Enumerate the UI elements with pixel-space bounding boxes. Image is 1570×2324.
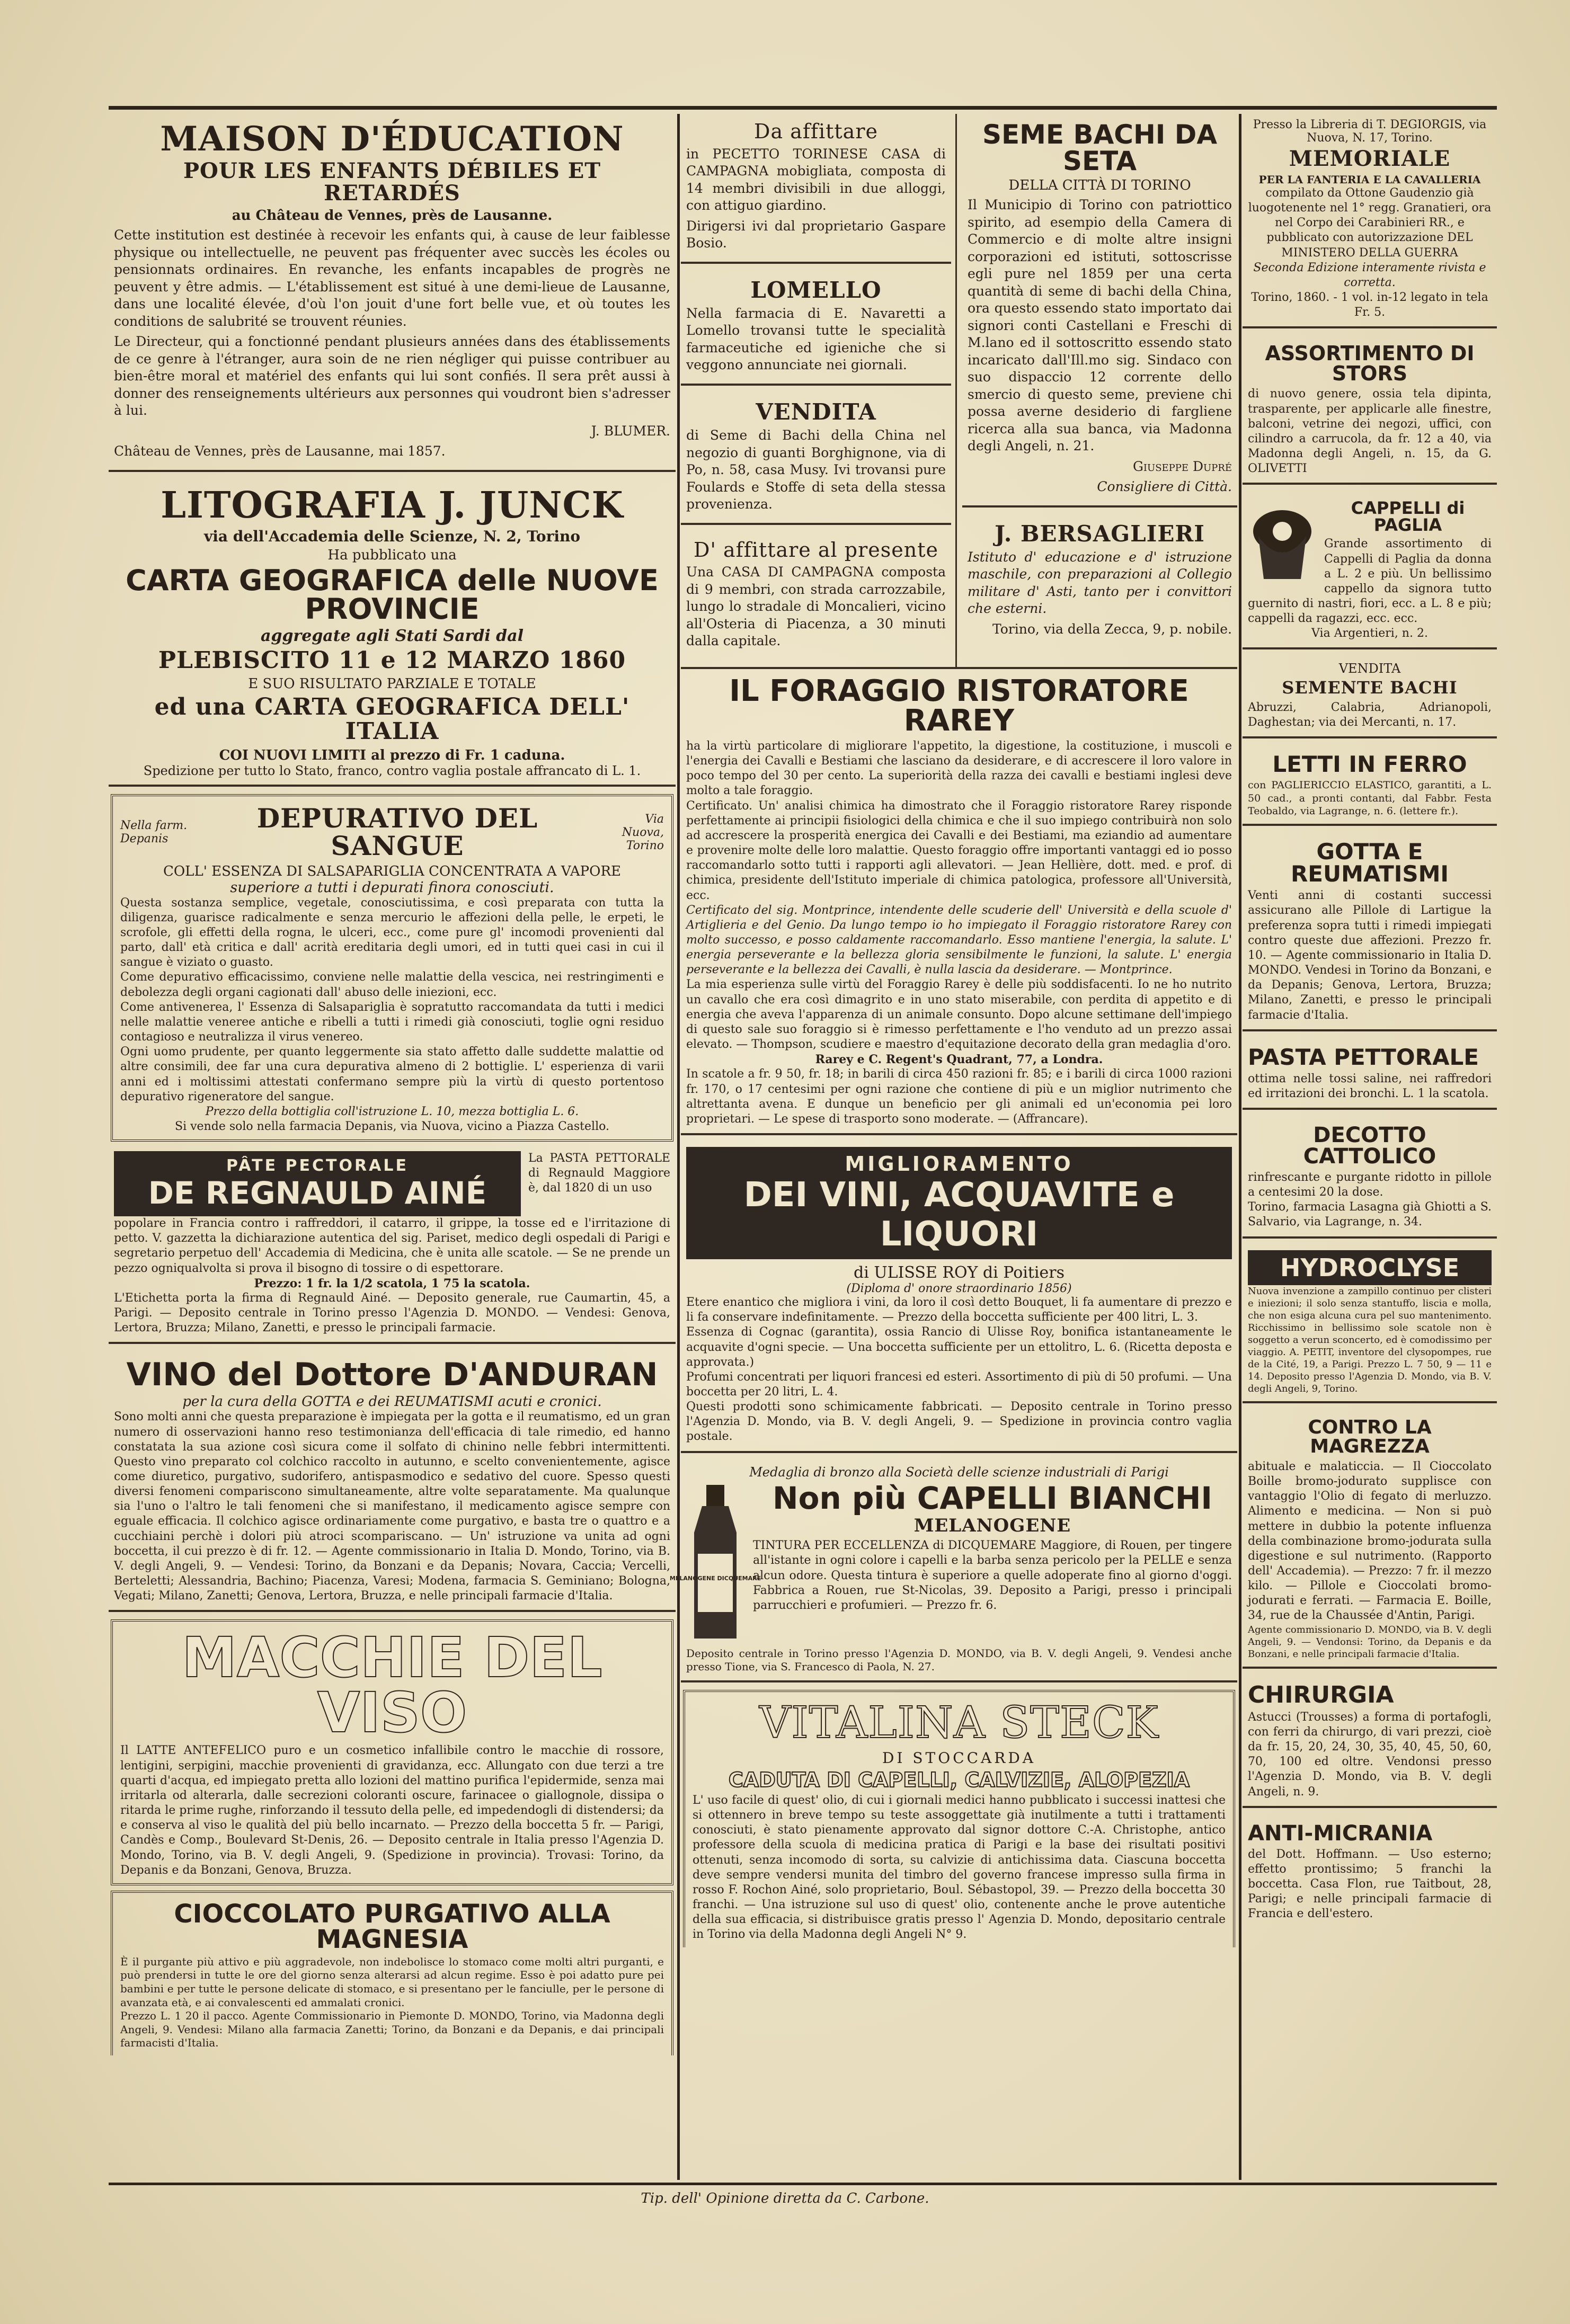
ad-paragraph: Una CASA DI CAMPAGNA composta di 9 membri, con strada carrozzabile, lungo lo stradale di Moncalieri, vicino all'Osteria di Piacenza, a 30 minuti dalla capitale. (686, 564, 946, 649)
ad-paragraph: popolare in Francia contro i raffreddori, il catarro, il grippe, la tosse ed e l'irritazione di petto. V. gazzetta la dichiarazione autentica del sig. Pariset, medico degli ospedali di Parigi e segretario perpetuo dell' Accademia di Medicina, che è unita alle scatole. — Se ne prende un pezzo ogniqualvolta si prova il bisogno di tossire o di espettorare. (114, 1217, 670, 1275)
ad-hydroclyse (1243, 1246, 1497, 1403)
ad-subtitle: per la cura della GOTTA e dei REUMATISMI acuti e cronici. (182, 1394, 602, 1410)
ad-title: LITOGRAFIA J. JUNCK (161, 484, 624, 527)
ad-title: CIOCCOLATO PURGATIVO ALLA MAGNESIA (174, 1899, 610, 1954)
ad-paragraph: TINTURA PER ECCELLENZA di DICQUEMARE Maggiore, di Rouen, per tingere all'istante in ogni colore i capelli e la barba senza pericolo per la PELLE e senza alcun odore. Questa tintura è superiore a quelle adoperate fino al giorno d'oggi. Fabbrica a Rouen, rue St-Nicolas, 39. Deposito a Parigi, presso i principali parrucchieri e profumieri. — Prezzo fr. 6. (753, 1539, 1232, 1612)
ad-paragraph: di Seme di Bachi della China nel negozio di guanti Borghignone, via di Po, n. 58, casa Musy. Ivi trovansi pure Foulards e Stoffe di seta della stessa provenienza. (686, 428, 946, 512)
ad-chirurgia (1243, 1676, 1497, 1808)
ad-paragraph: Istituto d' educazione e d' istruzione maschile, con preparazioni al Collegio militare d' Asti, tanto per i convittori che esterni. (968, 549, 1232, 617)
ad-author: di ULISSE ROY di Poitiers (853, 1263, 1065, 1283)
ad-signature: J. BLUMER. (591, 423, 670, 439)
ad-text: superiore a tutti i depurati finora conosciuti. (230, 879, 554, 896)
ad-title: J. BERSAGLIERI (995, 520, 1205, 547)
ad-text: (Diploma d' onore straordinario 1856) (846, 1282, 1072, 1296)
ad-paragraph: Cette institution est destinée à recevoir les enfants qui, à cause de leur faiblesse physique ou intellectuelle, ne peuvent pas fréquenter avec succès les écoles ou pensionnats ordinaires. En revanche, les enfants incapables de progrès ne peuvent y être admis. — L'établissement est situé à une demi-lieue de Lausanne, dans une localité élevée, d'où l'on jouit d'une fort belle vue, et où toutes les conditions de salubrité se trouvent réunies. (114, 227, 670, 329)
ad-text: aggregate agli Stati Sardi dal (261, 627, 524, 646)
ad-anti-micrania (1243, 1815, 1497, 1928)
bottom-rule (109, 2183, 1497, 2185)
ad-pasta-pettorale (1243, 1039, 1497, 1110)
ad-title: IL FORAGGIO RISTORATORE RAREY (729, 673, 1189, 738)
column-right (1243, 114, 1497, 2181)
ad-headline: PLEBISCITO 11 e 12 MARZO 1860 (158, 647, 626, 674)
ad-subtitle: DI STOCCARDA (882, 1749, 1036, 1767)
ad-vitalina-steck (683, 1690, 1235, 1948)
ad-tag: Nella farm. Depanis (120, 819, 188, 846)
ad-paragraph: È il purgante più attivo e più aggradevole, non indebolisce lo stomaco come molti altri purganti, e può prendersi in tutte le ore del giorno senza alterarsi ad alcun regime. Esso è poi adatto pure pei bambini e per tutte le persone delicate di stomaco, e si presentano per le fanciulle, per le persone di avanzata età, e ai convalescenti ed ammalati cronici. (120, 1955, 664, 2009)
ad-address: Rarey e C. Regent's Quadrant, 77, a Londra. (815, 1053, 1103, 1067)
ad-title: VITALINA STECK (759, 1697, 1159, 1748)
ad-paragraph: Il LATTE ANTEFELICO puro e un cosmetico infallibile contro le macchie di rossore, lentigini, serpigini, macchie provenienti di gravidanza, ecc. Allungato con due terzi a tre quarti d'acqua, ed impiegato pretta allo lozioni del mattino purifica l'epidermide, senza mai irritarla od alterarla, dalle secrezioni coloranti oscure, farinacee o giallognole, dissipa o ritarda le prime rughe, rinforzando il tessuto della pelle, ed impedendogli di distendersi; da e conserva al viso le qualità del più bello incarnato. — Prezzo della boccetta 5 fr. — Parigi, Candès e Comp., Boulevard St-Denis, 26. — Deposito centrale in Italia presso l'Agenzia D. Mondo, Torino, via B. V. degli Angeli, 9. (Spedizione in provincia). Trovasi: Torino, da Depanis e da Bonzani, Genova, Bruzza. (120, 1744, 664, 1877)
ad-role: Consigliere di Città. (1097, 479, 1232, 494)
ad-paragraph: L'Etichetta porta la firma di Regnauld Ainé. — Deposito generale, rue Caumartin, 45, a Parigi. — Deposito centrale in Torino presso l'Agenzia D. MONDO. — Vendesi: Genova, Lertora, Bruzza; Milano, Zanetti, e presso le principali farmacie. (114, 1291, 670, 1335)
ad-title: Da affittare (754, 120, 878, 143)
ad-paragraph: Ogni uomo prudente, per quanto leggermente sia stato affetto dalle suddette malattie od altre consimili, dee far una cura depurativa almeno di 2 bottiglie. L' esperienza di varii anni ed i moltissimi attestati confermano sempre più la virtù di questo portentoso depurativo rigeneratore del sangue. (120, 1045, 664, 1103)
ad-maison-education (109, 114, 676, 472)
hat-icon (1248, 500, 1317, 590)
top-rule (109, 106, 1497, 110)
ad-subtitle: PER LA FANTERIA E LA CAVALLERIA (1258, 173, 1481, 186)
ad-paragraph: La mia esperienza sulle virtù del Foraggio Rarey è delle più soddisfacenti. Io ne ho nutrito un cavallo che era così dimagrito e in uno stato miserabile, con perdita di appetito e di energia che aveva l'apparenza di un animale consunto. Dopo alcune settimane dell'impiego di questo sale suo foraggio si è rimesso perfettamente e l'ho venduto ad un prezzo assai elevato. — Thompson, scudiere e maestro d'equitazione decorato della gran medaglia d'oro. (686, 978, 1232, 1052)
column-left (109, 114, 676, 2181)
ad-stors (1243, 336, 1497, 485)
ad-gotta-reumatismi (1243, 833, 1497, 1031)
ad-title: MACCHIE DEL VISO (182, 1625, 602, 1746)
ad-cioccolato-purgativo (111, 1891, 673, 2055)
ad-cappelli-paglia (1243, 492, 1497, 649)
ad-title: LOMELLO (750, 277, 882, 303)
column-middle (669, 114, 1237, 2181)
ad-paragraph: abituale e malaticcia. — Il Cioccolato Boille bromo-jodurato supplisce con vantaggio l'Olio di fegato di merluzzo. Alimento e medicina. — Non si può mettere in dubbio la potente influenza della combinazione bromo-jodurata sulla digestione e sul nutrimento. (Rapporto dell' Accademia). — Prezzo: 7 fr. il mezzo kilo. — Pillole e Cioccolati bromo-jodurati e ferrati. — Farmacia E. Boille, 34, rue de la Chaussée d'Antin, Parigi. (1248, 1459, 1492, 1623)
ad-paragraph: Grande assortimento di Cappelli di Paglia da donna a L. 2 e più. Un bellissimo cappello da signora tutto guernito di nastri, fiori, ecc. a L. 8 e più; cappelli da ragazzi, ecc. ecc. (1248, 537, 1492, 626)
ad-text: Si vende solo nella farmacia Depanis, via Nuova, vicino a Piazza Castello. (175, 1119, 609, 1133)
ad-vendita-seme-china (681, 393, 951, 525)
ad-depurativo-sangue (111, 794, 673, 1142)
ad-text: Seconda Edizione interamente rivista e corretta. (1253, 261, 1486, 289)
ad-miglioramento-vini (681, 1143, 1237, 1453)
ad-paragraph: Certificato del sig. Montprince, intendente delle scuderie dell' Università e della scuole d' Artiglieria e del Genio. Da lungo tempo io ho impiegato il Foraggio ristoratore Rarey con molto successo, e posso caldamente raccomandarlo. Esso mantiene l'energia, la salute. L' energia perseverante e la bellezza gloria sensibilmente le funzioni, la salute. L' energia perseverante e la bellezza dei Cavalli, è nulla lascia da desiderare. — Montprince. (686, 903, 1232, 977)
ad-paragraph: Etere enantico che migliora i vini, da loro il così detto Bouquet, li fa aumentare di prezzo e li fa conservare indefinitamente. — Prezzo della boccetta sufficiente per 400 litri, L. 3. (686, 1296, 1232, 1324)
ad-dateline: Château de Vennes, près de Lausanne, mai 1857. (114, 443, 446, 459)
printer-imprint: Tip. dell' Opinione diretta da C. Carbone. (641, 2191, 929, 2206)
ad-memoriale (1243, 114, 1497, 328)
bottle-label: MELANOGENE DICQUEMARE (669, 1574, 761, 1582)
ad-title: DEPURATIVO DEL SANGUE (256, 802, 538, 862)
ad-address: Torino, via della Zecca, 9, p. nobile. (992, 621, 1232, 637)
ad-text: Medaglia di bronzo alla Società delle scienze industriali di Parigi (749, 1464, 1169, 1480)
ad-paragraph: Certificato. Un' analisi chimica ha dimostrato che il Foraggio ristoratore Rarey risponde perfettamente ai principii fisiologici della chimica e che il suo impiego contribuirà non solo ad accrescere la prosperità energica dei Cavalli e dei Bestiami, ma eziandio ad aumentare e provenire molte delle loro malattie. Questo foraggio offre importanti vantaggi ed io posso raccomandarlo sotto tutti i rapporti agli allevatori. — Jean Hellière, dott. med. e prof. di chimica, presidente dell'Istituto imperiale di chimica patologica, professore all'Università, ecc. (686, 799, 1232, 902)
ad-paragraph: rinfrescante e purgante ridotto in pillole a centesimi 20 la dose. (1248, 1171, 1492, 1199)
ad-title: MEMORIALE (1289, 146, 1451, 171)
ad-pate-regnauld (109, 1147, 676, 1344)
ad-text: Spedizione per tutto lo Stato, franco, contro vaglia postale affrancato di L. 1. (143, 763, 641, 778)
ad-paragraph: Astucci (Trousses) a forma di portafogli, con ferri da chirurgo, di vari prezzi, cioè da fr. 15, 20, 24, 30, 35, 40, 45, 50, 60, 70, 100 ed oltre. Vendonsi presso l'Agenzia D. Mondo, via B. V. degli Angeli, n. 9. (1248, 1710, 1492, 1798)
ad-foraggio-rarey (681, 667, 1237, 1135)
ad-paragraph: Prezzo L. 1 20 il pacco. Agente Commissionario in Piemonte D. MONDO, Torino, via Madonna degli Angeli, 9. Vendesi: Milano alla farmacia Zanetti; Torino, da Bonzani e da Depanis, e dai principali farmacisti d'Italia. (120, 2009, 664, 2050)
ad-price: Prezzo: 1 fr. la 1/2 scatola, 1 75 la scatola. (254, 1276, 530, 1290)
ad-paragraph: Le Directeur, qui a fonctionné pendant plusieurs années dans des établissements de ce genre à l'étranger, aura soin de ne rien négliger qui puisse contribuer au bien-être moral et matériel des enfants qui lui sont confiés. Il sera prêt aussi à donner des renseignements ultérieurs aux personnes qui voudront bien s'adresser à lui. (114, 334, 670, 419)
ad-title: VENDITA (756, 398, 876, 425)
ad-lomello (681, 271, 951, 386)
ad-paragraph: di nuovo genere, ossia tela dipinta, trasparente, per applicarle alle finestre, balconi, vetrine dei negozi, uffici, con cilindro a carrucola, da fr. 12 a 40, via Madonna degli Angeli, n. 15, da G. OLIVETTI (1248, 387, 1492, 476)
ad-title: CAPPELLI di PAGLIA (1351, 498, 1465, 536)
ad-subtitle: SEMENTE BACHI (1282, 678, 1458, 698)
ad-price: Torino, 1860. - 1 vol. in-12 legato in tela Fr. 5. (1251, 291, 1488, 319)
ad-paragraph: con PAGLIERICCIO ELASTICO, garantiti, a L. 50 cad., a pronti contanti, dal Fabbr. Festa Teobaldo, via Lagrange, n. 6. (lettere fr.). (1248, 779, 1492, 817)
ad-paragraph: Venti anni di costanti successi assicurano alle Pillole di Lartigue la preferenza sopra tutti i rimedi impiegati contro queste due affezioni. Prezzo fr. 10. — Agente commissionario in Italia D. MONDO. Vendesi in Torino da Bonzani, e da Depanis; Genova, Lertora, Bruzza; Milano, Zanetti, e presso le principali farmacie d'Italia. (1248, 889, 1492, 1022)
ad-paragraph: in PECETTO TORINESE CASA di CAMPAGNA mobigliata, composta di 14 membri divisibili in due alloggi, con attiguo giardino. (686, 146, 946, 213)
ad-signature: Giuseppe Dupré (1132, 458, 1232, 474)
ad-subtitle: MELANOGENE (913, 1515, 1071, 1536)
ad-text: COLL' ESSENZA DI SALSAPARIGLIA CONCENTRATA A VAPORE (163, 863, 622, 879)
ad-capelli-bianchi (669, 1461, 1237, 1682)
ad-title: CHIRURGIA (1248, 1681, 1394, 1708)
column-middle-left (681, 114, 957, 667)
ad-tag: Via Nuova, Torino (622, 812, 664, 852)
ad-title: Non più CAPELLI BIANCHI (773, 1480, 1212, 1516)
bottle-icon (669, 1485, 761, 1644)
ad-seme-bachi (962, 114, 1237, 507)
ad-title: CONTRO LA MAGREZZA (1308, 1416, 1432, 1457)
column-middle-right (962, 114, 1237, 667)
ad-paragraph: compilato da Ottone Gaudenzio già luogotenente nel 1° regg. Granatieri, ora nel Corpo dei Carabinieri RR., e pubblicato con autorizzazione DEL MINISTERO DELLA GUERRA (1248, 186, 1492, 260)
ad-title: LETTI IN FERRO (1272, 751, 1467, 778)
ad-paragraph: In scatole a fr. 9 50, fr. 18; in barili di circa 450 razioni fr. 85; e i barili di circa 1000 razioni fr. 170, o 17 centesimi per ogni razione che contiene di più e un miglior nutrimento che altrettanta avena. E dunque un beneficio per gli animali ed un'economia pei loro proprietari. — Le spese di trasporto sono moderate. — (Affrancare). (686, 1067, 1232, 1126)
ad-address: via dell'Accademia delle Scienze, N. 2, Torino (203, 528, 581, 546)
ad-title: SEME BACHI DA SETA (982, 119, 1218, 176)
ad-title: VINO del Dottore D'ANDURAN (126, 1356, 658, 1394)
ad-title: PASTA PETTORALE (1248, 1044, 1479, 1070)
ad-semente-bachi (1243, 657, 1497, 738)
ad-bersaglieri (962, 515, 1237, 648)
ad-text: E SUO RISULTATO PARZIALE E TOTALE (248, 676, 536, 692)
banner-main: DE REGNAULD AINÉ (148, 1175, 487, 1212)
ad-address: Via Argentieri, n. 2. (1311, 627, 1428, 640)
ad-side-text: La PASTA PETTORALE di Regnauld Maggiore è, dal 1820 di un uso (528, 1152, 670, 1195)
ad-paragraph: Nella farmacia di E. Navaretti a Lomello trovansi tutte le specialità farmaceutiche ed igieniche che si veggono annunciate nei giornali. (686, 305, 946, 373)
ad-paragraph: Essenza di Cognac (garantita), ossia Rancio di Ulisse Roy, bonifica istantaneamente le acquavite d'ogni specie. — Una boccetta sufficiente per un ettolitro, L. 6. (Ricetta deposta e approvata.) (686, 1325, 1232, 1369)
ad-subtitle: DELLA CITTÀ DI TORINO (1008, 177, 1191, 193)
ad-litografia-junck (109, 479, 676, 787)
ad-title: ANTI-MICRANIA (1248, 1821, 1433, 1846)
ad-paragraph: del Dott. Hoffmann. — Uso esterno; effetto prontissimo; 5 franchi la boccetta. Casa Flon, rue Taitbout, 28, Parigi; e nelle principali farmacie di Francia e dell'estero. (1248, 1847, 1492, 1921)
ad-title: DECOTTO CATTOLICO (1303, 1123, 1436, 1169)
ad-title: GOTTA E REUMATISMI (1290, 839, 1449, 887)
ad-title: HYDROCLYSE (1248, 1250, 1492, 1285)
ad-text: COI NUOVI LIMITI al prezzo di Fr. 1 caduna. (219, 747, 565, 763)
ad-banner (686, 1147, 1232, 1259)
ad-headline: CADUTA DI CAPELLI, CALVIZIE, ALOPEZIA (728, 1768, 1190, 1792)
ad-paragraph: Deposito centrale in Torino presso l'Agenzia D. MONDO, via B. V. degli Angeli, 9. Vendesi anche presso Tione, via S. Francesco di Paola, N. 27. (686, 1646, 1232, 1673)
ad-paragraph: Nuova invenzione a zampillo continuo per clisteri e iniezioni; il solo senza stantuffo, liscia e molla, che non esiga alcuna cura pel suo mantenimento. Ricchissimo in bellissimo sole scatole non è soggetto a verun sconcerto, ed è comodissimo per viaggio. A. PETIT, inventore del clysopompes, rue de la Cité, 19, a Parigi. Prezzo L. 7 50, 9 — 11 e 14. Deposito presso l'Agenzia D. Mondo, via B. V. degli Angeli, 9, Torino. (1248, 1285, 1492, 1394)
banner-top: MIGLIORAMENTO (845, 1152, 1074, 1176)
ad-affittare-pecetto (681, 114, 951, 264)
ad-headline: ed una CARTA GEOGRAFICA DELL' ITALIA (154, 693, 630, 745)
banner-top: PÂTE PECTORALE (226, 1156, 409, 1176)
ad-paragraph: Questi prodotti sono schimicamente fabbricati. — Deposito centrale in Torino presso l'Agenzia D. Mondo, via B. V. degli Angeli, 9. — Spedizione in provincia contro vaglia postale. (686, 1400, 1232, 1444)
ad-affittare-moncalieri (681, 532, 951, 660)
ad-paragraph: Abruzzi, Calabria, Adrianopoli, Daghestan; via dei Mercanti, n. 17. (1248, 701, 1492, 729)
ad-paragraph: ottima nelle tossi saline, nei raffredori ed irritazioni dei bronchi. L. 1 la scatola. (1248, 1072, 1492, 1100)
ad-location: au Château de Vennes, près de Lausanne. (232, 208, 553, 224)
ad-paragraph: Questa sostanza semplice, vegetale, conosciutissima, e così preparata con tutta la diligenza, guarisce radicalmente e senza mercurio le affezioni della pelle, le erpeti, le scrofole, gli effetti della rogna, le ulceri, ecc., come pure gl' incomodi provenienti dal parto, dall' età critica e dall' acrità ereditaria degli umori, ed in tutti quei casi in cui il sangue è viziato o guasto. (120, 896, 664, 969)
ad-paragraph: Profumi concentrati per liquori francesi ed esteri. Assortimento di più di 50 profumi. — Una boccetta per 20 litri, L. 4. (686, 1370, 1232, 1399)
ad-title: MAISON D'ÉDUCATION (160, 119, 624, 159)
ad-paragraph: Dirigersi ivi dal proprietario Gaspare Bosio. (686, 218, 946, 251)
ad-paragraph: L' uso facile di quest' olio, di cui i giornali medici hanno pubblicato i successi inattesi che si ottennero in breve tempo su teste assoggettate già inutilmente a tutti i trattamenti conosciuti, è stato pienamente approvato dal signor dottore C.-A. Christophe, antico professore della scuola di medicina pratica di Parigi e la base dei risultati positivi ottenuti, senza incomodo di sorta, su calvizie di antichissima data. Ciascuna boccetta deve sempre vendersi munita del timbro del governo francese impresso sulla firma in rosso F. Rochon Ainé, solo proprietario, Boul. Sébastopol, 39. — Prezzo della boccetta 30 franchi. — Una istruzione sul uso di quest' olio, contenente anche le prove autentiche della sua efficacia, si distribuisce gratis presso l' Agenzia D. Mondo, depositario centrale in Torino via della Madonna degli Angeli N° 9. (693, 1793, 1226, 1942)
ad-headline: CARTA GEOGRAFICA delle NUOVE PROVINCIE (126, 564, 659, 626)
ad-contro-magrezza (1243, 1411, 1497, 1669)
ad-text: Ha pubblicato una (327, 547, 457, 564)
ad-title: D' affittare al presente (694, 538, 938, 562)
banner-main: DEI VINI, ACQUAVITE e LIQUORI (743, 1176, 1175, 1254)
ad-banner (114, 1151, 521, 1216)
ad-paragraph: ha la virtù particolare di migliorare l'appetito, la digestione, la costituzione, i muscoli e l'energia dei Cavalli e Bestiami che lasciano da desiderare, e di accrescere il loro valore in poco tempo del 30 per cento. La superiorità della razza dei cavalli e bestiami inglesi deve molto a tale foraggio. (686, 739, 1232, 798)
column-rule-2 (1239, 114, 1241, 2180)
ad-subtitle: POUR LES ENFANTS DÉBILES ET RETARDÉS (183, 158, 601, 206)
ad-letti-ferro (1243, 746, 1497, 826)
ad-title: ASSORTIMENTO DI STORS (1265, 342, 1475, 386)
ad-title: VENDITA (1338, 661, 1401, 676)
ad-paragraph: Il Municipio di Torino con patriottico spirito, ad esempio della Camera di Commercio e di molte altre insigni corporazioni ed istituti, sottoscrisse egli pure nel 1859 per una certa quantità di seme di bachi della China, ora questo essendo stato importato dai signori conti Castellani e Freschi di M.lano ed il sottoscritto essendo stato incaricato dall'Ill.mo sig. Sindaco con suo dispaccio 12 corrente dello smercio di questo seme, previene chi possa averne desiderio di fargliene ricerca alla sua banca, via Madonna degli Angeli, n. 21. (968, 197, 1232, 453)
ad-vino-anduran (109, 1351, 676, 1612)
ad-price: Prezzo della bottiglia coll'istruzione L. 10, mezza bottiglia L. 6. (205, 1105, 579, 1118)
ad-paragraph: Come antivenerea, l' Essenza di Salsapariglia è sopratutto raccomandata da tutti i medici nelle malattie veneree antiche e ribelli a tutti i rimedi già conosciuti, toglie ogni residuo contagioso e neutralizza il virus venereo. (120, 1000, 664, 1044)
ad-paragraph: Come depurativo efficacissimo, conviene nelle malattie della vescica, nei restringimenti e debolezza degli organi cagionati dall' abuso delle iniezioni, ecc. (120, 970, 664, 999)
column-rule-1 (677, 114, 680, 2180)
ad-macchie-viso (111, 1619, 673, 1885)
ad-address: Torino, farmacia Lasagna già Ghiotti a S. Salvario, via Lagrange, n. 34. (1248, 1200, 1492, 1229)
ad-paragraph: Sono molti anni che questa preparazione è impiegata per la gotta e il reumatismo, ed un gran numero di osservazioni hanno reso testimonianza dell'efficacia di tale rimedio, ed hanno constatata la sua azione così sicura come il solfato di chinino nelle febbri intermittenti. Questo vino preparato col colchico raccolto in autunno, e scelto convenientemente, agisce come diuretico, purgativo, sudorifero, antispasmodico e sedativo del cuore. Spesso questi diversi fenomeni compariscono simultaneamente, altre volte separatamente. Ma qualunque sia l'uno o l'altro le tali fenomeni che si manifestano, il medicamento agisce sempre con eguale efficacia. Il colchico agisce ordinariamente come purgativo, e basta tre o quattro e a cucchiaini perchè i dolori più atroci scompariscano. — Un' istruzione va unita ad ogni boccetta, il cui prezzo è di fr. 12. — Agente commissionario in Italia D. Mondo, Torino, via B. V. degli Angeli, 9. — Vendesi: Torino, da Bonzani e da Depanis; Novara, Caccia; Vercelli, Berteletti; Alessandria, Bachino; Piacenza, Varesi; Modena, farmacia S. Geminiano; Bologna, Vegati; Milano, Zanetti; Genova, Lertora, Bruzza, e nelle principali farmacie d'Italia. (114, 1410, 670, 1603)
ad-text: Presso la Libreria di T. DEGIORGIS, via Nuova, N. 17, Torino. (1253, 118, 1487, 145)
ad-decotto-cattolico (1243, 1117, 1497, 1239)
ad-paragraph: Agente commissionario D. MONDO, via B. V. degli Angeli, 9. — Vendonsi: Torino, da Depanis e da Bonzani, e nelle principali farmacie d'Italia. (1248, 1624, 1492, 1660)
